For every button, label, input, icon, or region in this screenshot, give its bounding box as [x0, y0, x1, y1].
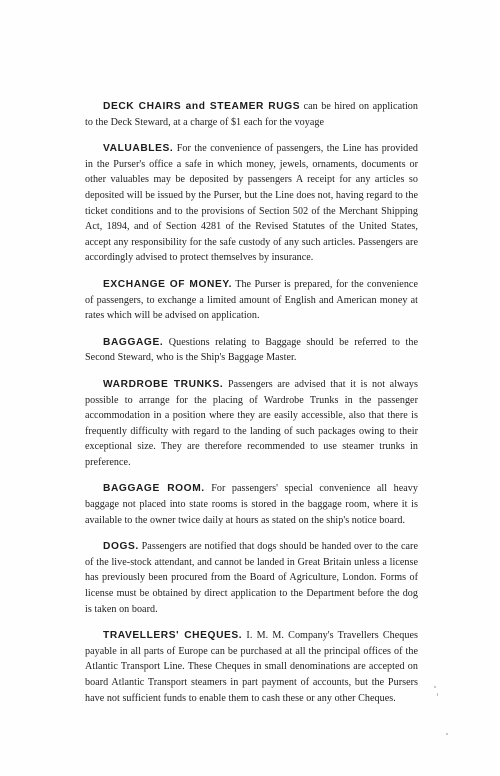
section-heading: DECK CHAIRS and STEAMER RUGS [103, 101, 301, 112]
section-text: Passengers are advised that it is not always possible to arrange for the placing of Wardrobe Trunks in the passenger accommodation in a position where they are easily accessible, also that there is frequently difficulty with regard to the landing of such packages owing to their exceptional size. They are therefore recommended to use steamer trunks in preference. [85, 378, 419, 468]
section-text: can be hired on application to the Deck Steward, at a charge of $1 each for the voyage [85, 101, 418, 128]
section-heading: BAGGAGE ROOM. [103, 483, 205, 495]
section-heading: TRAVELLERS' CHEQUES. [103, 630, 243, 642]
notice-content [85, 99, 418, 717]
section-wardrobe-trunks [85, 377, 418, 471]
section-heading: DOGS. [103, 541, 139, 553]
section-valuables [85, 141, 418, 266]
section-baggage-room [85, 481, 418, 528]
paper-speck [434, 686, 436, 688]
section-baggage [85, 335, 418, 366]
section-heading: BAGGAGE. [103, 336, 164, 348]
section-exchange-of-money [85, 277, 418, 324]
section-dogs [85, 539, 418, 617]
paper-speck [437, 693, 438, 696]
section-text: Passengers are notified that dogs should be handed over to the care of the live-stock attendant, and cannot be landed in Great Britain unless a license has previously been procured from the Board of Agriculture, London. Forms of license must be obtained by direct application to the Department before the dog is taken on board. [85, 541, 418, 615]
section-heading: VALUABLES. [103, 143, 174, 155]
section-travellers-cheques [85, 628, 418, 706]
section-heading: WARDROBE TRUNKS. [103, 378, 224, 390]
section-text: For passengers' special convenience all heavy baggage not placed into state rooms is stored in the baggage room, where it is available to the owner twice daily at hours as stated on the ship's notice board. [85, 483, 418, 526]
section-text: Questions relating to Baggage should be referred to the Second Steward, who is the Ship's Baggage Master. [85, 336, 418, 364]
section-text: For the convenience of passengers, the Line has provided in the Purser's office a safe in which money, jewels, ornaments, documents or other valuables may be deposited by passengers A receipt for any articles so deposited will be issued by the Purser, but the Line does not, having regard to the ticket conditions and to the provisions of Section 502 of the Merchant Shipping Act, 1894, and of Section 4281 of the Revised Statutes of the United States, accept any responsibility for the safe custody of any such articles. Passengers are accordingly advised to protect themselves by insurance. [85, 143, 418, 264]
section-text: I. M. M. Company's Travellers Cheques payable in all parts of Europe can be purchased at all the principal offices of the Atlantic Transport Line. These Cheques in small denominations are accepted on board Atlantic Transport steamers in part payment of accounts, but the Pursers have not sufficient funds to enable them to cash these or any other Cheques. [85, 630, 418, 704]
section-deck-chairs [85, 99, 418, 130]
section-text: The Purser is prepared, for the convenience of passengers, to exchange a limited amount of English and American money at rates which will be advised on application. [85, 278, 418, 322]
section-heading: EXCHANGE OF MONEY. [103, 278, 233, 290]
paper-speck [446, 733, 448, 735]
